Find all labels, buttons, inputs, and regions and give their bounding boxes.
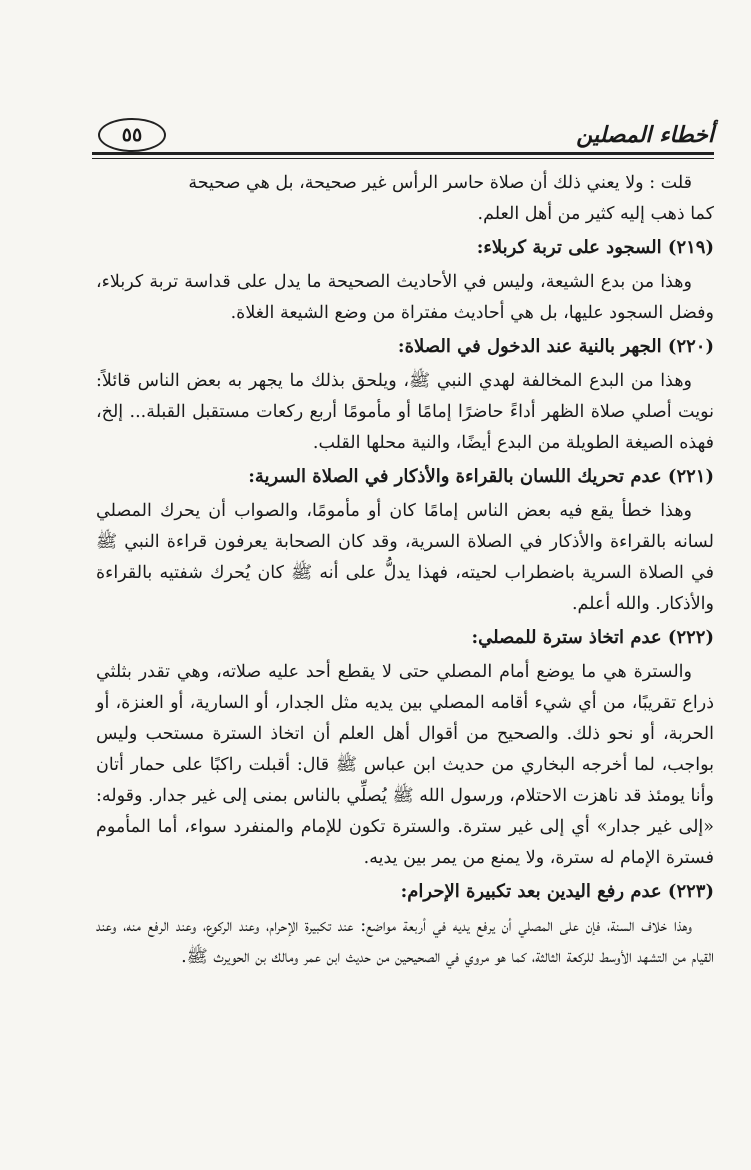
page-body: [96, 168, 714, 973]
section-heading-222: (٢٢٢) عدم اتخاذ سترة للمصلي:: [471, 627, 714, 648]
running-title: أخطاء المصلين: [576, 122, 714, 148]
paragraph-intro-cont: كما ذهب إليه كثير من أهل العلم.: [477, 204, 714, 224]
page-header: [92, 118, 714, 154]
section-heading-220: (٢٢٠) الجهر بالنية عند الدخول في الصلاة:: [397, 336, 714, 357]
paragraph-220: وهذا من البدع المخالفة لهدي النبي ﷺ، ويلحق بذلك ما يجهر به بعض الناس قائلاً: نويت أصلي صلاة الظهر أداءً حاضرًا إمامًا أو مأمومًا أربع ركعات مستقبل القبلة... إلخ، فهذه الصيغة الطويلة من البدع أيضًا، والنية محلها القلب.: [96, 371, 714, 453]
header-rule-thick: [92, 152, 714, 155]
paragraph-222: والسترة هي ما يوضع أمام المصلي حتى لا يقطع أحد عليه صلاته، وهي تقدر بثلثي ذراع تقريبًا، من أي شيء أقامه المصلي بين يديه مثل الجدار، أو السارية، أو العنزة، أو الحربة، أو نحو ذلك. والصحيح من أقوال أهل العلم أن اتخاذ السترة مستحب وليس بواجب، لما أخرجه البخاري من حديث ابن عباس ﷺ قال: أقبلت راكبًا على حمار أتان وأنا يومئذ قد ناهزت الاحتلام، ورسول الله ﷺ يُصلِّي بالناس بمنى إلى غير جدار. وقوله: «إلى غير جدار» أي إلى غير سترة. والسترة تكون للإمام والمنفرد سواء، أما المأموم فسترة الإمام له سترة، ولا يمنع من يمر بين يديه.: [96, 662, 714, 868]
section-heading-221: (٢٢١) عدم تحريك اللسان بالقراءة والأذكار في الصلاة السرية:: [248, 466, 714, 487]
section-heading-223: (٢٢٣) عدم رفع اليدين بعد تكبيرة الإحرام:: [400, 881, 714, 902]
header-rule-thin: [92, 158, 714, 159]
paragraph-223: وهذا خلاف السنة، فإن على المصلي أن يرفع يديه في أربعة مواضع: عند تكبيرة الإحرام، وعند الركوع، وعند الرفع منه، وعند القيام من التشهد الأوسط للركعة الثالثة، كما هو مروي في الصحيحين من حديث ابن عمر ومالك بن الحويرث ﷺ.: [96, 916, 714, 967]
paragraph-intro: قلت : ولا يعني ذلك أن صلاة حاسر الرأس غير صحيحة، بل هي صحيحة: [188, 173, 692, 193]
page-number: ٥٥: [98, 118, 166, 152]
section-heading-219: (٢١٩) السجود على تربة كربلاء:: [476, 237, 714, 258]
paragraph-221: وهذا خطأ يقع فيه بعض الناس إمامًا كان أو مأمومًا، والصواب أن يحرك المصلي لسانه بالقراءة والأذكار في الصلاة السرية، وقد كان الصحابة يعرفون قراءة النبي ﷺ في الصلاة السرية باضطراب لحيته، فهذا يدلُّ على أنه ﷺ كان يُحرك شفتيه بالقراءة والأذكار. والله أعلم.: [96, 501, 714, 614]
paragraph-219: وهذا من بدع الشيعة، وليس في الأحاديث الصحيحة ما يدل على قداسة تربة كربلاء، وفضل السجود عليها، بل هي أحاديث مفتراة من وضع الشيعة الغلاة.: [96, 272, 714, 323]
